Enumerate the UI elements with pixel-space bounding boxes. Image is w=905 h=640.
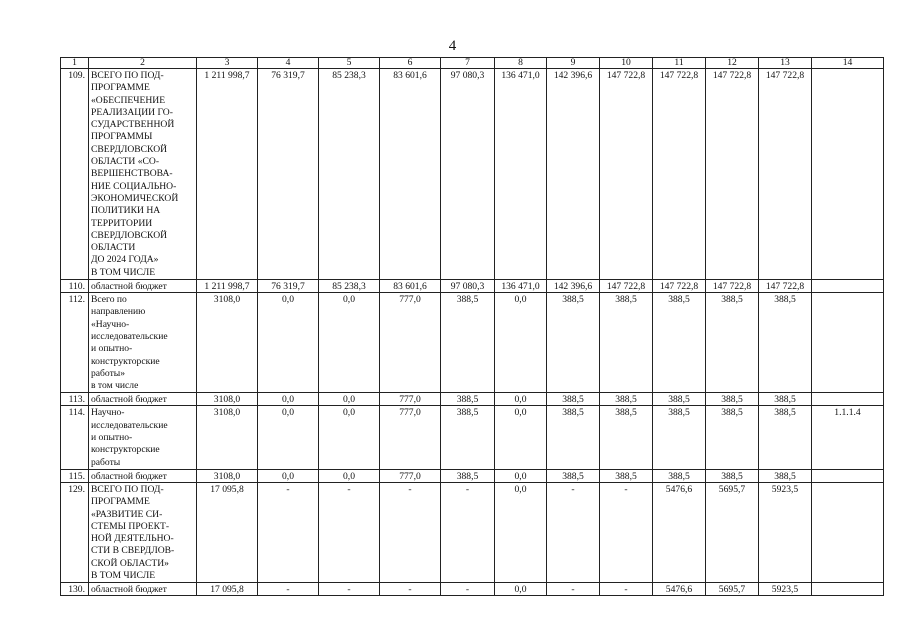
column-header: 9 [547,58,600,69]
value-cell: 147 722,8 [600,280,653,293]
row-name [89,583,197,596]
value-cell: 3108,0 [197,406,258,469]
value-cell: 0,0 [319,469,380,482]
row-name-line: ПРОГРАММЫ [91,131,153,143]
row-name-line: ПОЛИТИКИ НА [91,205,161,217]
value-cell: 388,5 [759,406,812,469]
value-cell: 147 722,8 [653,280,706,293]
target-code-cell [812,280,884,293]
row-name-line: «Научно- [91,318,130,330]
value-cell: 388,5 [706,293,759,393]
row-name-line: конструкторские [91,355,160,367]
value-cell: - [547,482,600,582]
column-header: 4 [258,58,319,69]
page-number: 4 [448,38,457,54]
value-cell: 17 095,8 [197,583,258,596]
row-name-line: НОЙ ДЕЯТЕЛЬНО- [91,533,174,545]
column-header: 13 [759,58,812,69]
row-name-line: исследовательские [91,419,168,431]
value-cell: 0,0 [258,406,319,469]
value-cell: 388,5 [547,469,600,482]
value-cell: 17 095,8 [197,482,258,582]
value-cell: 5476,6 [653,482,706,582]
table-row [61,393,884,406]
target-code-cell [812,393,884,406]
value-cell: 3108,0 [197,393,258,406]
row-name-line: ВЕРШЕНСТВОВА- [91,168,173,180]
value-cell: 388,5 [600,293,653,393]
table-row [61,293,884,393]
row-name-line: областной бюджет [91,470,167,482]
row-name-line: конструкторские [91,444,160,456]
value-cell: 388,5 [653,393,706,406]
value-cell: 147 722,8 [653,69,706,280]
table-row [61,406,884,469]
target-code-cell [812,482,884,582]
row-index: 110. [61,280,89,293]
value-cell: 142 396,6 [547,69,600,280]
row-name-line: в том числе [91,380,139,392]
row-name-line: ДО 2024 ГОДА» [91,254,159,266]
row-index: 112. [61,293,89,393]
value-cell: 388,5 [600,406,653,469]
value-cell: 1 211 998,7 [197,69,258,280]
row-name-line: В ТОМ ЧИСЛЕ [91,569,156,581]
table-row [61,583,884,596]
row-index: 109. [61,69,89,280]
value-cell: 388,5 [600,469,653,482]
row-name-line: «ОБЕСПЕЧЕНИЕ [91,94,166,106]
value-cell: 0,0 [258,393,319,406]
table-row [61,469,884,482]
value-cell: 388,5 [547,393,600,406]
value-cell: 83 601,6 [380,69,441,280]
value-cell: 147 722,8 [706,69,759,280]
row-name-line: ВСЕГО ПО ПОД- [91,483,164,495]
target-code-cell [812,293,884,393]
value-cell: 388,5 [706,406,759,469]
row-name-line: областной бюджет [91,584,167,596]
value-cell: - [319,583,380,596]
value-cell: 388,5 [441,406,495,469]
column-header: 11 [653,58,706,69]
column-header: 2 [89,58,197,69]
value-cell: 777,0 [380,469,441,482]
value-cell: - [441,482,495,582]
value-cell: 777,0 [380,393,441,406]
table-row [61,69,884,280]
table-header-row [61,58,884,69]
value-cell: 76 319,7 [258,69,319,280]
row-name-line: и опытно- [91,343,133,355]
value-cell: - [547,583,600,596]
value-cell: 83 601,6 [380,280,441,293]
value-cell: 147 722,8 [706,280,759,293]
value-cell: 388,5 [706,469,759,482]
row-index: 113. [61,393,89,406]
value-cell: 388,5 [600,393,653,406]
row-name [89,393,197,406]
value-cell: 5476,6 [653,583,706,596]
value-cell: 97 080,3 [441,280,495,293]
value-cell: 388,5 [759,393,812,406]
column-header: 7 [441,58,495,69]
value-cell: 388,5 [759,469,812,482]
value-cell: 147 722,8 [759,69,812,280]
value-cell: 5923,5 [759,583,812,596]
column-header: 5 [319,58,380,69]
row-name-line: «РАЗВИТИЕ СИ- [91,508,163,520]
row-name-line: СВЕРДЛОВСКОЙ [91,229,168,241]
row-name-line: СТИ В СВЕРДЛОВ- [91,545,175,557]
budget-table [60,57,884,596]
value-cell: - [600,583,653,596]
value-cell: 388,5 [547,293,600,393]
row-name-line: СВЕРДЛОВСКОЙ [91,143,168,155]
value-cell: 97 080,3 [441,69,495,280]
value-cell: 136 471,0 [495,69,547,280]
value-cell: 388,5 [441,469,495,482]
row-name-line: областной бюджет [91,281,167,293]
row-name-line: и опытно- [91,432,133,444]
value-cell: - [380,482,441,582]
value-cell: 0,0 [258,293,319,393]
row-index: 129. [61,482,89,582]
value-cell: 777,0 [380,406,441,469]
table-row [61,482,884,582]
value-cell: 388,5 [653,406,706,469]
row-name [89,293,197,393]
target-code-cell [812,583,884,596]
target-code-cell [812,69,884,280]
row-name-line: областной бюджет [91,394,167,406]
row-name-line: ЭКОНОМИЧЕСКОЙ [91,192,179,204]
value-cell: 0,0 [495,482,547,582]
row-name-line: Всего по [91,294,127,306]
row-name-line: исследовательские [91,330,168,342]
row-name-line: НИЕ СОЦИАЛЬНО- [91,180,177,192]
value-cell: 5695,7 [706,583,759,596]
value-cell: 0,0 [319,406,380,469]
value-cell: 0,0 [495,406,547,469]
column-header: 8 [495,58,547,69]
value-cell: - [380,583,441,596]
row-name-line: работы [91,456,121,468]
column-header: 6 [380,58,441,69]
row-name-line: СКОЙ ОБЛАСТИ» [91,557,169,569]
value-cell: 147 722,8 [600,69,653,280]
row-name-line: РЕАЛИЗАЦИИ ГО- [91,106,173,118]
value-cell: 0,0 [319,293,380,393]
value-cell: 0,0 [495,583,547,596]
row-index: 114. [61,406,89,469]
value-cell: - [258,583,319,596]
row-name-line: ТЕРРИТОРИИ [91,217,153,229]
value-cell: 85 238,3 [319,69,380,280]
column-header: 14 [812,58,884,69]
row-name-line: Научно- [91,407,125,419]
value-cell: 5923,5 [759,482,812,582]
value-cell: 388,5 [441,393,495,406]
row-name-line: ОБЛАСТИ [91,242,136,254]
row-index: 130. [61,583,89,596]
row-name [89,406,197,469]
target-code-cell [812,469,884,482]
row-name [89,280,197,293]
value-cell: 0,0 [319,393,380,406]
row-name [89,482,197,582]
value-cell: 0,0 [258,469,319,482]
value-cell: 388,5 [653,469,706,482]
value-cell: 5695,7 [706,482,759,582]
value-cell: 388,5 [547,406,600,469]
value-cell: 388,5 [759,293,812,393]
column-header: 10 [600,58,653,69]
target-code-cell: 1.1.1.4 [812,406,884,469]
value-cell: - [441,583,495,596]
value-cell: - [319,482,380,582]
value-cell: 142 396,6 [547,280,600,293]
row-name [89,69,197,280]
column-header: 3 [197,58,258,69]
value-cell: - [600,482,653,582]
row-name-line: ВСЕГО ПО ПОД- [91,70,164,81]
row-name-line: ОБЛАСТИ «СО- [91,156,160,168]
value-cell: 0,0 [495,293,547,393]
value-cell: 388,5 [706,393,759,406]
value-cell: 85 238,3 [319,280,380,293]
row-name-line: ПРОГРАММЕ [91,496,150,508]
row-name-line: направлению [91,306,146,318]
row-name [89,469,197,482]
row-name-line: ПРОГРАММЕ [91,82,150,94]
row-name-line: СТЕМЫ ПРОЕКТ- [91,520,170,532]
row-name-line: работы» [91,367,126,379]
value-cell: 0,0 [495,469,547,482]
row-index: 115. [61,469,89,482]
table-row [61,280,884,293]
value-cell: 76 319,7 [258,280,319,293]
table-body [61,58,884,596]
value-cell: 388,5 [441,293,495,393]
value-cell: 0,0 [495,393,547,406]
column-header: 1 [61,58,89,69]
value-cell: - [258,482,319,582]
row-name-line: В ТОМ ЧИСЛЕ [91,266,156,278]
row-name-line: СУДАРСТВЕННОЙ [91,119,175,131]
value-cell: 3108,0 [197,469,258,482]
value-cell: 388,5 [653,293,706,393]
value-cell: 136 471,0 [495,280,547,293]
value-cell: 3108,0 [197,293,258,393]
value-cell: 1 211 998,7 [197,280,258,293]
value-cell: 147 722,8 [759,280,812,293]
value-cell: 777,0 [380,293,441,393]
column-header: 12 [706,58,759,69]
